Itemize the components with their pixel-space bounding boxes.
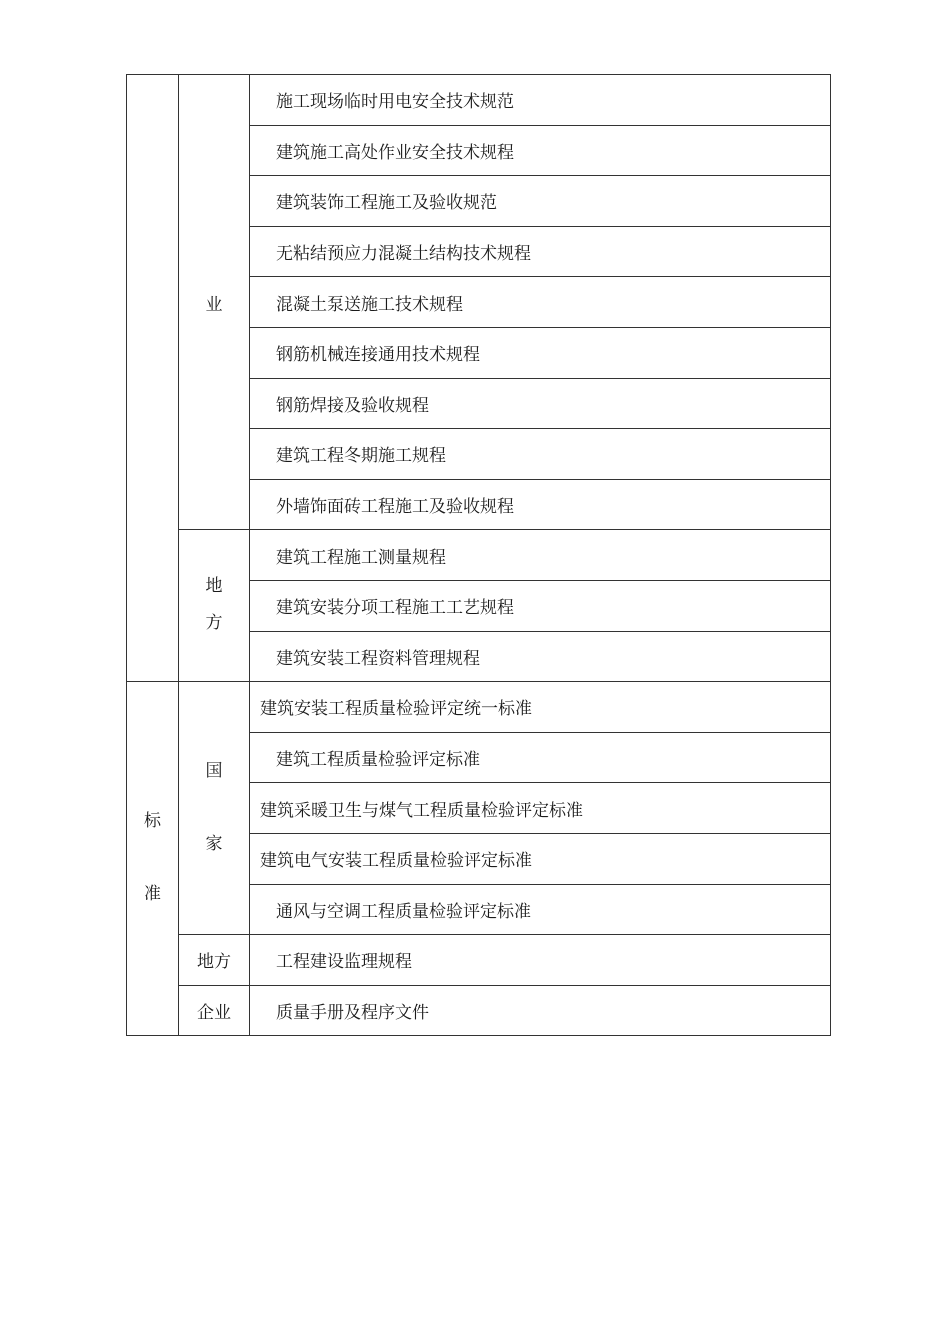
table-row bbox=[127, 682, 831, 733]
standard-item: 质量手册及程序文件 bbox=[250, 985, 831, 1036]
subcategory-cell-local bbox=[179, 530, 250, 682]
standard-item: 建筑电气安装工程质量检验评定标准 bbox=[250, 833, 831, 884]
subcategory-cell-enterprise: 企业 bbox=[179, 985, 250, 1036]
table-row bbox=[127, 75, 831, 126]
subcategory-char: 国 bbox=[205, 760, 223, 781]
standard-item: 建筑安装工程质量检验评定统一标准 bbox=[250, 682, 831, 733]
subcategory-char: 方 bbox=[205, 613, 223, 634]
standard-item: 通风与空调工程质量检验评定标准 bbox=[250, 884, 831, 935]
standard-item: 建筑工程施工测量规程 bbox=[250, 530, 831, 581]
subcategory-label: 业 bbox=[205, 294, 223, 315]
subcategory-label-vertical bbox=[205, 760, 223, 854]
category-char: 准 bbox=[144, 884, 161, 905]
subcategory-cell-national bbox=[179, 682, 250, 935]
table-row bbox=[127, 935, 831, 986]
standard-item: 建筑工程冬期施工规程 bbox=[250, 429, 831, 480]
subcategory-char: 地 bbox=[205, 576, 223, 597]
standard-item: 无粘结预应力混凝土结构技术规程 bbox=[250, 226, 831, 277]
table-row bbox=[127, 985, 831, 1036]
subcategory-char: 家 bbox=[205, 833, 223, 854]
category-label-vertical bbox=[144, 813, 161, 903]
standard-item: 建筑工程质量检验评定标准 bbox=[250, 732, 831, 783]
standard-item: 建筑施工高处作业安全技术规程 bbox=[250, 125, 831, 176]
standard-item: 钢筋焊接及验收规程 bbox=[250, 378, 831, 429]
standard-item: 建筑装饰工程施工及验收规范 bbox=[250, 176, 831, 227]
standard-item: 施工现场临时用电安全技术规范 bbox=[250, 75, 831, 126]
category-cell-regulations bbox=[127, 75, 179, 682]
standards-table bbox=[126, 74, 831, 1036]
subcategory-cell-industry bbox=[179, 75, 250, 530]
table-row bbox=[127, 530, 831, 581]
standard-item: 建筑安装分项工程施工工艺规程 bbox=[250, 580, 831, 631]
standard-item: 建筑采暖卫生与煤气工程质量检验评定标准 bbox=[250, 783, 831, 834]
subcategory-label-vertical bbox=[206, 578, 223, 632]
category-cell-standards bbox=[127, 682, 179, 1036]
category-char: 标 bbox=[144, 811, 161, 832]
standard-item: 混凝土泵送施工技术规程 bbox=[250, 277, 831, 328]
subcategory-cell-local-standard: 地方 bbox=[179, 935, 250, 986]
standard-item: 工程建设监理规程 bbox=[250, 935, 831, 986]
standard-item: 钢筋机械连接通用技术规程 bbox=[250, 327, 831, 378]
standard-item: 外墙饰面砖工程施工及验收规程 bbox=[250, 479, 831, 530]
standard-item: 建筑安装工程资料管理规程 bbox=[250, 631, 831, 682]
